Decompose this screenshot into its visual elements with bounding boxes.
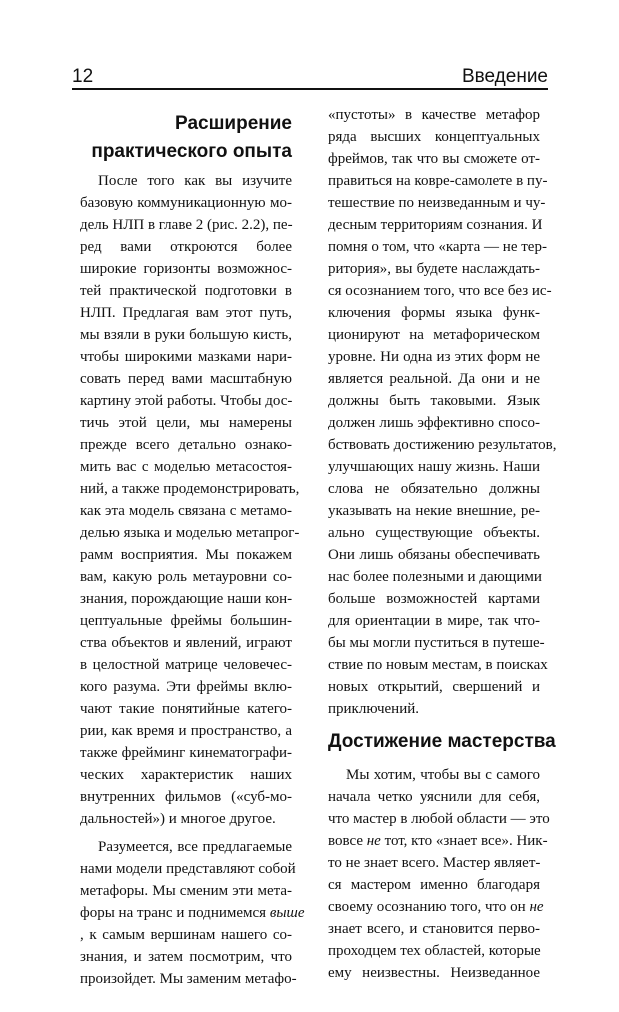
page-number: 12: [72, 66, 94, 87]
text-line: ческих характеристик наших: [80, 767, 292, 783]
text-line: [80, 924, 292, 946]
text-line: Разумеется, все предлагаемые: [98, 839, 292, 855]
text-line: ально существующие объекты.: [328, 525, 540, 541]
text-line: [328, 896, 544, 918]
text-line: [80, 902, 305, 924]
text-line: бы мы могли пуститься в путеше-: [328, 635, 545, 651]
text-line: должны быть таковыми. Язык: [328, 393, 540, 409]
text-line: для ориентации в мире, так что-: [328, 613, 540, 629]
text-line: больше возможностей картами: [328, 591, 540, 607]
emphasis-text: не: [529, 899, 544, 915]
text-line: широкие горизонты возможнос-: [80, 261, 292, 277]
text-line: делью языка и моделью метапрог-: [80, 525, 300, 541]
text-line: тичь этой цели, мы намерены: [80, 415, 292, 431]
text-line: уровне. Ни одна из этих форм не: [328, 349, 540, 365]
text-line: чают такие понятийные катего-: [80, 701, 292, 717]
text-line: мить вас с моделью метасостоя-: [80, 459, 292, 475]
text-line: десным территориям сознания. И: [328, 217, 543, 233]
text-span: , к самым вершинам нашего со-: [80, 927, 292, 943]
text-line: произойдет. Мы заменим метафо-: [80, 971, 297, 987]
text-line: как эта модель связана с метамо-: [80, 503, 292, 519]
text-line: то не знает всего. Мастер являет-: [328, 855, 541, 871]
text-line: проходцем тех областей, которые: [328, 943, 541, 959]
text-line: улучшающих нашу жизнь. Наши: [328, 459, 540, 475]
text-line: ционируют на метафорическом: [328, 327, 540, 343]
text-line: тей практической подготовки в: [80, 283, 292, 299]
running-title: Введение: [461, 66, 548, 87]
text-line: нами модели представляют собой: [80, 861, 296, 877]
text-span: вовсе: [328, 833, 367, 849]
text-line: метафоры. Мы сменим эти мета-: [80, 883, 292, 899]
text-line: также фрейминг кинематографи-: [80, 745, 292, 761]
text-line: знания, порождающие наши кон-: [80, 591, 293, 607]
text-line: ему неизвестны. Неизведанное: [328, 965, 540, 981]
text-line: ряда высших концептуальных: [328, 129, 540, 145]
text-line: ритория», вы будете наслаждать-: [328, 261, 540, 277]
text-line: тешествие по неизведанным и чу-: [328, 195, 546, 211]
text-line: знает всего, и становится перво-: [328, 921, 540, 937]
emphasis-text: не: [366, 833, 381, 849]
text-line: картину этой работы. Чтобы дос-: [80, 393, 293, 409]
text-line: «пустоты» в качестве метафор: [328, 107, 540, 123]
text-line: ний, а также продемонстрировать,: [80, 481, 300, 497]
text-line: НЛП. Предлагая вам этот путь,: [80, 305, 292, 321]
text-line: помня о том, что «карта — не тер-: [328, 239, 547, 255]
text-line: ред вами откроются более: [80, 239, 292, 255]
text-line: указывать на некие внешние, ре-: [328, 503, 540, 519]
text-line: ключения формы языка функ-: [328, 305, 540, 321]
text-line: дальностей») и многое другое.: [80, 811, 276, 827]
text-line: ства объектов и явлений, играют: [80, 635, 292, 651]
text-line: приключений.: [328, 701, 419, 717]
emphasis-text: выше: [269, 905, 305, 921]
text-line: фреймов, так что вы сможете от-: [328, 151, 540, 167]
text-line: начала четко уяснили для себя,: [328, 789, 540, 805]
text-line: совать перед вами масштабную: [80, 371, 292, 387]
text-line: Мы хотим, чтобы вы с самого: [346, 767, 540, 783]
text-line: вам, какую роль метауровни со-: [80, 569, 292, 585]
text-line: бствовать достижению результатов,: [328, 437, 557, 453]
section-heading-line-1: Расширение: [175, 113, 292, 134]
text-span: форы на транс и поднимемся: [80, 905, 267, 921]
section-heading: Достижение мастерства: [328, 731, 556, 752]
text-line: чтобы широкими мазками нари-: [80, 349, 292, 365]
text-line: ся осознанием того, что все без ис-: [328, 283, 552, 299]
text-line: рамм восприятия. Мы покажем: [80, 547, 292, 563]
text-line: ся мастером именно благодаря: [328, 877, 540, 893]
text-line: новых открытий, свершений и: [328, 679, 540, 695]
text-line: базовую коммуникационную мо-: [80, 195, 292, 211]
text-line: После того как вы изучите: [98, 173, 292, 189]
section-heading-line-2: практического опыта: [91, 141, 292, 162]
text-line: должен лишь эффективно спосо-: [328, 415, 540, 431]
text-line: внутренних фильмов («суб-мо-: [80, 789, 292, 805]
text-line: в целостной матрице человечес-: [80, 657, 292, 673]
text-span: своему осознанию того, что он: [328, 899, 530, 915]
text-line: нас более полезными и дающими: [328, 569, 542, 585]
text-line: рии, как время и пространство, а: [80, 723, 292, 739]
running-header: [72, 58, 548, 90]
text-line: дель НЛП в главе 2 (рис. 2.2), пе-: [80, 217, 293, 233]
text-line: ствие по новым местам, в поисках: [328, 657, 548, 673]
text-line: слова не обязательно должны: [328, 481, 540, 497]
text-line: правиться на ковре-самолете в пу-: [328, 173, 548, 189]
text-line: цептуальные фреймы большин-: [80, 613, 292, 629]
text-span: тот, кто «знает все». Ник-: [380, 833, 548, 849]
text-line: прежде всего детально ознако-: [80, 437, 292, 453]
text-line: мы взяли в руки большую кисть,: [80, 327, 292, 343]
text-line: что мастер в любой области — это: [328, 811, 550, 827]
text-line: кого разума. Эти фреймы вклю-: [80, 679, 292, 695]
text-line: знания, и затем посмотрим, что: [80, 949, 292, 965]
text-line: является реальной. Да они и не: [328, 371, 540, 387]
text-line: [328, 830, 548, 852]
text-line: Они лишь обязаны обеспечивать: [328, 547, 540, 563]
